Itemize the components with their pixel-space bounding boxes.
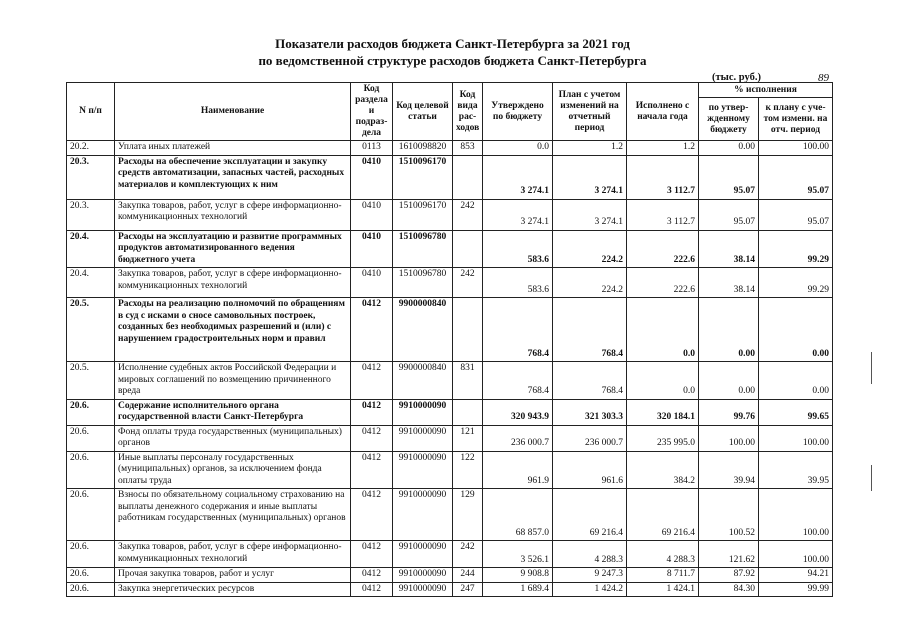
cell-target: 1610098820 xyxy=(393,141,453,156)
units-label: (тыс. руб.) xyxy=(712,72,761,83)
cell-approved: 583.6 xyxy=(483,268,553,298)
cell-executed: 222.6 xyxy=(627,230,699,268)
header-pct-approved: по утвер-жденному бюджету xyxy=(699,98,759,141)
cell-executed: 1 424.1 xyxy=(627,582,699,597)
header-target-code: Код целевой статьи xyxy=(393,83,453,141)
table-row xyxy=(67,399,833,425)
cell-pct-approved: 95.07 xyxy=(699,199,759,230)
table-row xyxy=(67,362,833,400)
cell-pct-plan: 0.00 xyxy=(759,298,833,362)
cell-target: 1510096780 xyxy=(393,268,453,298)
cell-approved: 320 943.9 xyxy=(483,399,553,425)
cell-executed: 222.6 xyxy=(627,268,699,298)
cell-num: 20.5. xyxy=(67,362,115,400)
cell-plan: 3 274.1 xyxy=(553,155,627,199)
table-row xyxy=(67,141,833,156)
cell-pct-approved: 38.14 xyxy=(699,268,759,298)
cell-type xyxy=(453,230,483,268)
cell-section: 0410 xyxy=(351,199,393,230)
table-body xyxy=(67,141,833,597)
cell-plan: 236 000.7 xyxy=(553,425,627,451)
table-row xyxy=(67,541,833,568)
cell-executed: 0.0 xyxy=(627,362,699,400)
table-row xyxy=(67,268,833,298)
cell-pct-plan: 100.00 xyxy=(759,141,833,156)
cell-num: 20.6. xyxy=(67,568,115,583)
cell-executed: 0.0 xyxy=(627,298,699,362)
scan-margin-mark xyxy=(871,352,872,384)
cell-pct-plan: 39.95 xyxy=(759,451,833,489)
cell-plan: 224.2 xyxy=(553,268,627,298)
cell-pct-plan: 94.21 xyxy=(759,568,833,583)
cell-executed: 3 112.7 xyxy=(627,155,699,199)
cell-section: 0410 xyxy=(351,230,393,268)
cell-target: 9910000090 xyxy=(393,582,453,597)
cell-pct-approved: 95.07 xyxy=(699,155,759,199)
cell-name: Расходы на эксплуатацию и развитие программных продуктов автоматизированного ведения бюджетного учета xyxy=(115,230,351,268)
cell-type: 247 xyxy=(453,582,483,597)
cell-type: 122 xyxy=(453,451,483,489)
cell-type: 853 xyxy=(453,141,483,156)
cell-num: 20.6. xyxy=(67,582,115,597)
header-pct-plan: к плану с уче-том измени. на отч. период xyxy=(759,98,833,141)
cell-section: 0412 xyxy=(351,425,393,451)
cell-type: 242 xyxy=(453,199,483,230)
cell-name: Закупка товаров, работ, услуг в сфере информационно-коммуникационных технологий xyxy=(115,268,351,298)
cell-name: Исполнение судебных актов Российской Федерации и мировых соглашений по возмещению причиненного вреда xyxy=(115,362,351,400)
cell-target: 1510096170 xyxy=(393,155,453,199)
cell-name: Расходы на реализацию полномочий по обращениям в суд с исками о сносе самовольных построек, созданных без необходимых разрешений и (или) с нарушением градостроительных норм и правил xyxy=(115,298,351,362)
cell-section: 0412 xyxy=(351,399,393,425)
cell-pct-approved: 0.00 xyxy=(699,298,759,362)
cell-num: 20.4. xyxy=(67,268,115,298)
cell-pct-plan: 99.65 xyxy=(759,399,833,425)
cell-num: 20.6. xyxy=(67,541,115,568)
cell-pct-approved: 100.52 xyxy=(699,489,759,541)
table-row xyxy=(67,230,833,268)
cell-approved: 236 000.7 xyxy=(483,425,553,451)
header-expense-type-code: Код вида рас-ходов xyxy=(453,83,483,141)
cell-approved: 961.9 xyxy=(483,451,553,489)
cell-name: Расходы на обеспечение эксплуатации и закупку средств автоматизации, запасных частей, расходных материалов и комплектующих к ним xyxy=(115,155,351,199)
cell-section: 0412 xyxy=(351,298,393,362)
cell-executed: 235 995.0 xyxy=(627,425,699,451)
cell-pct-plan: 99.29 xyxy=(759,230,833,268)
table-row xyxy=(67,568,833,583)
cell-num: 20.2. xyxy=(67,141,115,156)
cell-target: 9900000840 xyxy=(393,298,453,362)
cell-name: Закупка энергетических ресурсов xyxy=(115,582,351,597)
header-name: Наименование xyxy=(115,83,351,141)
cell-plan: 9 247.3 xyxy=(553,568,627,583)
cell-target: 9910000090 xyxy=(393,425,453,451)
cell-plan: 4 288.3 xyxy=(553,541,627,568)
table-row xyxy=(67,155,833,199)
cell-approved: 3 274.1 xyxy=(483,199,553,230)
cell-approved: 9 908.8 xyxy=(483,568,553,583)
cell-num: 20.5. xyxy=(67,298,115,362)
cell-target: 9900000840 xyxy=(393,362,453,400)
cell-section: 0410 xyxy=(351,155,393,199)
header-pct-group: % исполнения xyxy=(699,83,833,98)
cell-section: 0412 xyxy=(351,541,393,568)
cell-plan: 1.2 xyxy=(553,141,627,156)
header-approved: Утверждено по бюджету xyxy=(483,83,553,141)
table-row xyxy=(67,489,833,541)
cell-type: 121 xyxy=(453,425,483,451)
cell-plan: 768.4 xyxy=(553,298,627,362)
cell-target: 9910000090 xyxy=(393,541,453,568)
cell-approved: 3 274.1 xyxy=(483,155,553,199)
cell-pct-plan: 99.29 xyxy=(759,268,833,298)
cell-executed: 4 288.3 xyxy=(627,541,699,568)
cell-plan: 69 216.4 xyxy=(553,489,627,541)
table-row xyxy=(67,425,833,451)
cell-target: 9910000090 xyxy=(393,451,453,489)
cell-pct-approved: 87.92 xyxy=(699,568,759,583)
cell-plan: 224.2 xyxy=(553,230,627,268)
cell-executed: 3 112.7 xyxy=(627,199,699,230)
cell-pct-approved: 0.00 xyxy=(699,362,759,400)
table-row xyxy=(67,298,833,362)
cell-pct-approved: 99.76 xyxy=(699,399,759,425)
cell-type xyxy=(453,399,483,425)
scan-margin-mark xyxy=(871,465,872,491)
cell-type: 831 xyxy=(453,362,483,400)
cell-num: 20.6. xyxy=(67,425,115,451)
cell-pct-plan: 95.07 xyxy=(759,199,833,230)
cell-plan: 768.4 xyxy=(553,362,627,400)
cell-approved: 0.0 xyxy=(483,141,553,156)
cell-type: 244 xyxy=(453,568,483,583)
cell-name: Взносы по обязательному социальному страхованию на выплаты денежного содержания и иные выплаты работникам государственных (муниципальных) органов xyxy=(115,489,351,541)
cell-pct-approved: 39.94 xyxy=(699,451,759,489)
cell-num: 20.4. xyxy=(67,230,115,268)
header-executed: Исполнено с начала года xyxy=(627,83,699,141)
table-row xyxy=(67,451,833,489)
cell-target: 1510096170 xyxy=(393,199,453,230)
cell-section: 0412 xyxy=(351,362,393,400)
cell-pct-approved: 38.14 xyxy=(699,230,759,268)
cell-section: 0412 xyxy=(351,568,393,583)
cell-executed: 320 184.1 xyxy=(627,399,699,425)
cell-name: Закупка товаров, работ, услуг в сфере информационно-коммуникационных технологий xyxy=(115,541,351,568)
header-plan: План с учетом изменений на отчетный период xyxy=(553,83,627,141)
header-num: N п/п xyxy=(67,83,115,141)
cell-approved: 583.6 xyxy=(483,230,553,268)
table-row xyxy=(67,199,833,230)
cell-num: 20.3. xyxy=(67,199,115,230)
budget-table xyxy=(66,82,833,597)
cell-name: Закупка товаров, работ, услуг в сфере информационно-коммуникационных технологий xyxy=(115,199,351,230)
cell-approved: 768.4 xyxy=(483,298,553,362)
cell-section: 0113 xyxy=(351,141,393,156)
cell-executed: 384.2 xyxy=(627,451,699,489)
table-row xyxy=(67,582,833,597)
cell-name: Уплата иных платежей xyxy=(115,141,351,156)
cell-approved: 3 526.1 xyxy=(483,541,553,568)
cell-section: 0412 xyxy=(351,489,393,541)
document-subtitle: по ведомственной структуре расходов бюджета Санкт-Петербурга xyxy=(258,53,647,68)
cell-name: Иные выплаты персоналу государственных (муниципальных) органов, за исключением фонда оплаты труда xyxy=(115,451,351,489)
document-title: Показатели расходов бюджета Санкт-Петербурга за 2021 год xyxy=(275,36,630,51)
cell-name: Содержание исполнительного органа государственной власти Санкт-Петербурга xyxy=(115,399,351,425)
cell-num: 20.6. xyxy=(67,489,115,541)
cell-pct-plan: 100.00 xyxy=(759,425,833,451)
cell-pct-plan: 100.00 xyxy=(759,541,833,568)
cell-name: Прочая закупка товаров, работ и услуг xyxy=(115,568,351,583)
cell-pct-approved: 84.30 xyxy=(699,582,759,597)
cell-executed: 8 711.7 xyxy=(627,568,699,583)
cell-num: 20.6. xyxy=(67,399,115,425)
header-section-code: Код раздела и подраз-дела xyxy=(351,83,393,141)
cell-plan: 3 274.1 xyxy=(553,199,627,230)
cell-target: 9910000090 xyxy=(393,489,453,541)
cell-type: 242 xyxy=(453,268,483,298)
cell-name: Фонд оплаты труда государственных (муниципальных) органов xyxy=(115,425,351,451)
cell-plan: 321 303.3 xyxy=(553,399,627,425)
cell-type: 242 xyxy=(453,541,483,568)
cell-plan: 961.6 xyxy=(553,451,627,489)
cell-section: 0412 xyxy=(351,451,393,489)
cell-section: 0412 xyxy=(351,582,393,597)
cell-target: 1510096780 xyxy=(393,230,453,268)
cell-approved: 768.4 xyxy=(483,362,553,400)
cell-num: 20.3. xyxy=(67,155,115,199)
cell-pct-approved: 0.00 xyxy=(699,141,759,156)
page-number: 89 xyxy=(818,72,829,84)
cell-target: 9910000090 xyxy=(393,399,453,425)
cell-pct-plan: 99.99 xyxy=(759,582,833,597)
cell-type xyxy=(453,298,483,362)
cell-type: 129 xyxy=(453,489,483,541)
cell-num: 20.6. xyxy=(67,451,115,489)
cell-pct-approved: 100.00 xyxy=(699,425,759,451)
cell-type xyxy=(453,155,483,199)
cell-target: 9910000090 xyxy=(393,568,453,583)
cell-executed: 69 216.4 xyxy=(627,489,699,541)
cell-plan: 1 424.2 xyxy=(553,582,627,597)
cell-approved: 1 689.4 xyxy=(483,582,553,597)
cell-section: 0410 xyxy=(351,268,393,298)
cell-pct-approved: 121.62 xyxy=(699,541,759,568)
cell-pct-plan: 0.00 xyxy=(759,362,833,400)
cell-pct-plan: 95.07 xyxy=(759,155,833,199)
cell-executed: 1.2 xyxy=(627,141,699,156)
cell-approved: 68 857.0 xyxy=(483,489,553,541)
cell-pct-plan: 100.00 xyxy=(759,489,833,541)
